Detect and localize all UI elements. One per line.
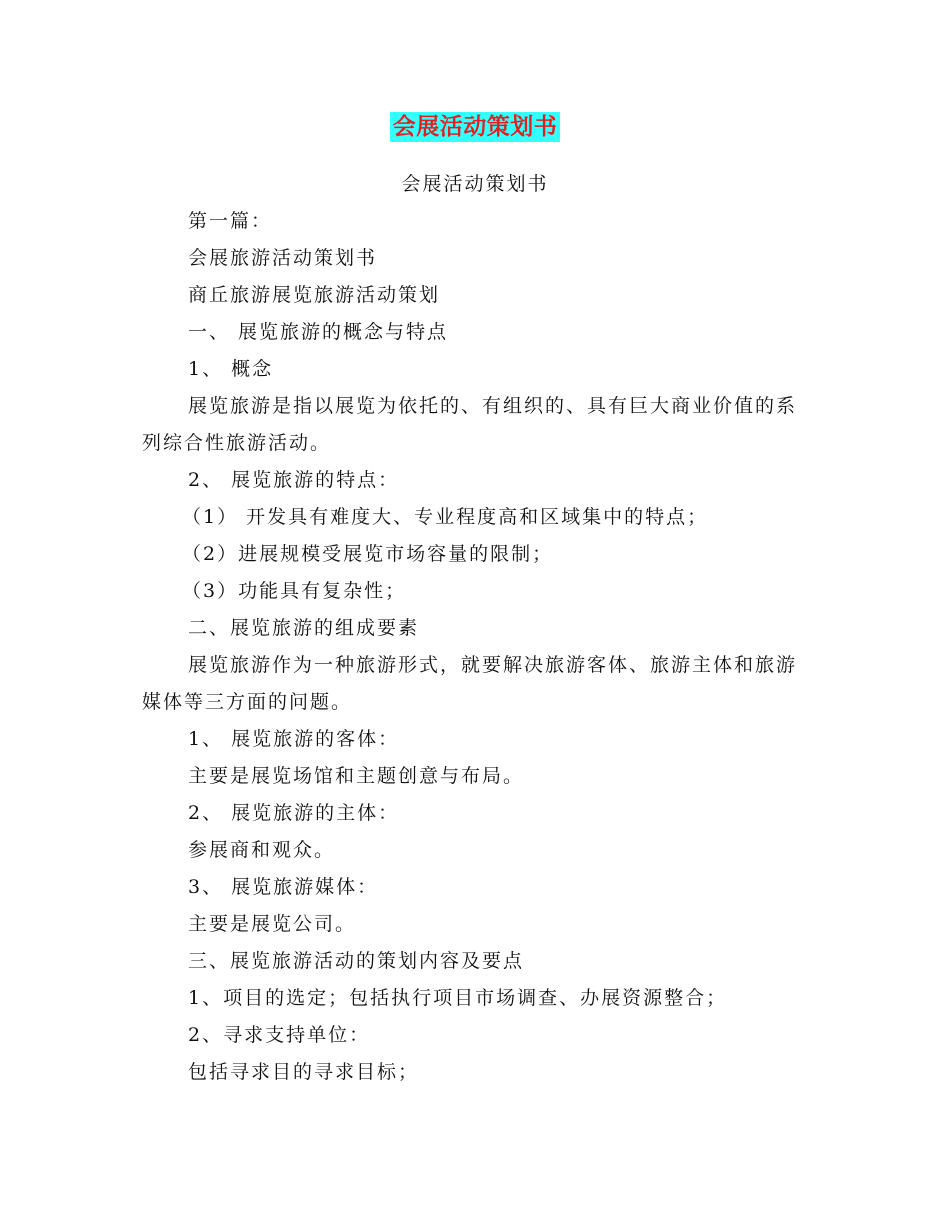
paragraph: 参展商和观众。 bbox=[188, 839, 336, 861]
subsection-heading: 2、 展览旅游的主体： bbox=[188, 802, 400, 824]
paragraph: 第一篇： bbox=[188, 210, 273, 232]
document-title bbox=[0, 112, 950, 142]
section-heading: 三、展览旅游活动的策划内容及要点 bbox=[188, 950, 525, 972]
highlighted-title-text: 会展活动策划书 bbox=[390, 112, 561, 142]
subsection-heading: 3、 展览旅游媒体： bbox=[188, 876, 379, 898]
list-item: （3）功能具有复杂性； bbox=[182, 580, 407, 602]
subsection-heading: 2、 展览旅游的特点： bbox=[188, 469, 400, 491]
document-body bbox=[142, 203, 802, 1091]
paragraph: 主要是展览公司。 bbox=[188, 913, 357, 935]
paragraph: 商丘旅游展览旅游活动策划 bbox=[188, 284, 441, 306]
subsection-heading: 2、寻求支持单位： bbox=[188, 1024, 371, 1046]
paragraph: 展览旅游作为一种旅游形式，就要解决旅游客体、旅游主体和旅游媒体等三方面的问题。 bbox=[142, 654, 798, 713]
paragraph: 展览旅游是指以展览为依托的、有组织的、具有巨大商业价值的系列综合性旅游活动。 bbox=[142, 395, 798, 454]
document-subtitle: 会展活动策划书 bbox=[401, 173, 549, 195]
subsection-heading: 1、 概念 bbox=[188, 358, 274, 380]
subsection-heading: 1、 展览旅游的客体： bbox=[188, 728, 400, 750]
section-heading: 一、 展览旅游的概念与特点 bbox=[188, 321, 449, 343]
paragraph: 1、项目的选定；包括执行项目市场调查、办展资源整合； bbox=[188, 987, 728, 1009]
paragraph: 主要是展览场馆和主题创意与布局。 bbox=[188, 765, 525, 787]
paragraph: 包括寻求目的寻求目标； bbox=[188, 1061, 420, 1083]
section-heading: 二、展览旅游的组成要素 bbox=[188, 617, 420, 639]
list-item: （1） 开发具有难度大、专业程度高和区域集中的特点； bbox=[182, 506, 709, 528]
list-item: （2）进展规模受展览市场容量的限制； bbox=[182, 543, 554, 565]
paragraph: 会展旅游活动策划书 bbox=[188, 247, 378, 269]
